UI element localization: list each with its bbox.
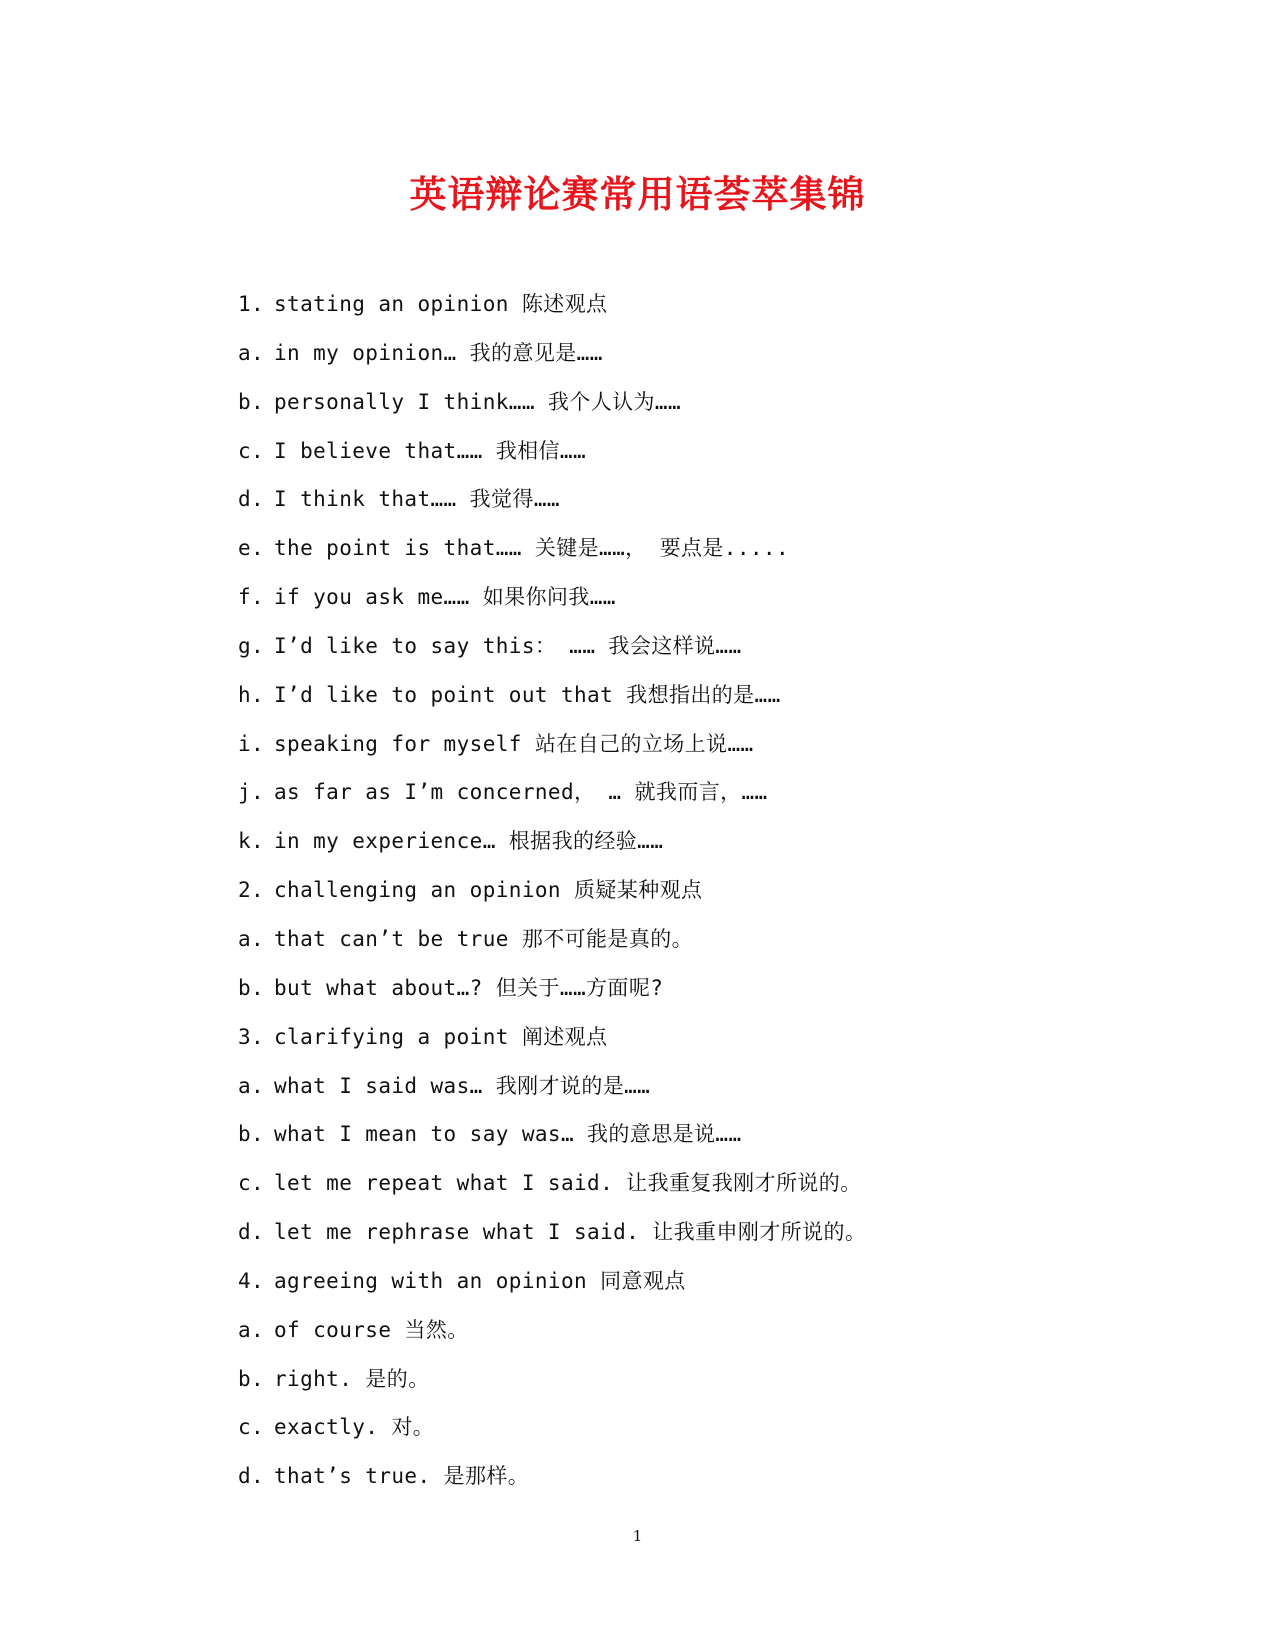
list-item-text: exactly. 对。 — [274, 1415, 435, 1440]
list-item-text: that’s true. 是那样。 — [274, 1464, 530, 1489]
list-item-marker: a. — [238, 1317, 265, 1342]
list-item — [238, 524, 1198, 573]
list-item — [238, 1355, 1198, 1404]
list-item-marker: k. — [238, 829, 265, 854]
list-item — [238, 1306, 1198, 1355]
list-item-marker: b. — [238, 975, 265, 1000]
list-item — [238, 915, 1198, 964]
list-item — [238, 768, 1198, 817]
list-item-text: in my experience… 根据我的经验…… — [274, 829, 664, 854]
list-item-text: if you ask me…… 如果你问我…… — [274, 585, 616, 610]
list-item-text: I’d like to say this： …… 我会这样说…… — [274, 633, 742, 658]
list-item-marker: a. — [238, 1073, 265, 1098]
list-item-marker: g. — [238, 633, 265, 658]
list-item-marker: d. — [238, 487, 265, 512]
list-item — [238, 1159, 1198, 1208]
list-item-marker: 4. — [238, 1268, 265, 1293]
list-item-marker: d. — [238, 1464, 265, 1489]
list-item-text: personally I think…… 我个人认为…… — [274, 389, 681, 414]
list-item-marker: a. — [238, 926, 265, 951]
list-item-text: of course 当然。 — [274, 1317, 469, 1342]
list-item-text: as far as I’m concerned， … 就我而言，…… — [274, 780, 768, 805]
list-item — [238, 427, 1198, 476]
list-item-text: what I said was… 我刚才说的是…… — [274, 1073, 651, 1098]
list-item — [238, 475, 1198, 524]
list-item-marker: b. — [238, 389, 265, 414]
list-item-text: the point is that…… 关键是……， 要点是..... — [274, 536, 790, 561]
list-item — [238, 1208, 1198, 1257]
list-item-marker: a. — [238, 340, 265, 365]
list-item-text: let me repeat what I said. 让我重复我刚才所说的。 — [274, 1171, 862, 1196]
list-item — [238, 1013, 1198, 1062]
list-item — [238, 1257, 1198, 1306]
list-item-marker: b. — [238, 1366, 265, 1391]
list-item-marker: j. — [238, 780, 265, 805]
list-item — [238, 329, 1198, 378]
list-item-text: right. 是的。 — [274, 1366, 430, 1391]
list-item — [238, 573, 1198, 622]
list-item — [238, 817, 1198, 866]
list-item-text: challenging an opinion 质疑某种观点 — [274, 878, 703, 903]
list-item — [238, 1062, 1198, 1111]
list-item — [238, 964, 1198, 1013]
document-title: 英语辩论赛常用语荟萃集锦 — [409, 172, 866, 216]
list-item — [238, 720, 1198, 769]
list-item — [238, 1452, 1198, 1501]
phrase-list — [238, 280, 1198, 1501]
list-item-marker: d. — [238, 1220, 265, 1245]
list-item-marker: b. — [238, 1122, 265, 1147]
list-item-marker: c. — [238, 438, 265, 463]
list-item — [238, 1110, 1198, 1159]
list-item — [238, 280, 1198, 329]
list-item-text: what I mean to say was… 我的意思是说…… — [274, 1122, 742, 1147]
list-item — [238, 1403, 1198, 1452]
list-item-marker: c. — [238, 1415, 265, 1440]
list-item-marker: 3. — [238, 1024, 265, 1049]
list-item-marker: h. — [238, 682, 265, 707]
list-item-text: I’d like to point out that 我想指出的是…… — [274, 682, 781, 707]
list-item-marker: c. — [238, 1171, 265, 1196]
list-item — [238, 866, 1198, 915]
list-item-marker: 1. — [238, 292, 265, 316]
list-item-text: let me rephrase what I said. 让我重申刚才所说的。 — [274, 1220, 867, 1245]
list-item-text: clarifying a point 阐述观点 — [274, 1024, 608, 1049]
list-item-text: but what about…? 但关于……方面呢? — [274, 975, 664, 1000]
list-item — [238, 671, 1198, 720]
list-item — [238, 378, 1198, 427]
page-number: 1 — [632, 1527, 643, 1545]
list-item-text: in my opinion… 我的意见是…… — [274, 340, 603, 365]
list-item-text: that can’t be true 那不可能是真的。 — [274, 926, 694, 951]
list-item-marker: f. — [238, 585, 265, 610]
list-item-text: speaking for myself 站在自己的立场上说…… — [274, 731, 754, 756]
list-item-text: stating an opinion 陈述观点 — [274, 292, 608, 316]
list-item-marker: e. — [238, 536, 265, 561]
list-item-marker: i. — [238, 731, 265, 756]
list-item-marker: 2. — [238, 878, 265, 903]
list-item-text: I think that…… 我觉得…… — [274, 487, 560, 512]
list-item — [238, 622, 1198, 671]
list-item-text: I believe that…… 我相信…… — [274, 438, 587, 463]
list-item-text: agreeing with an opinion 同意观点 — [274, 1268, 686, 1293]
